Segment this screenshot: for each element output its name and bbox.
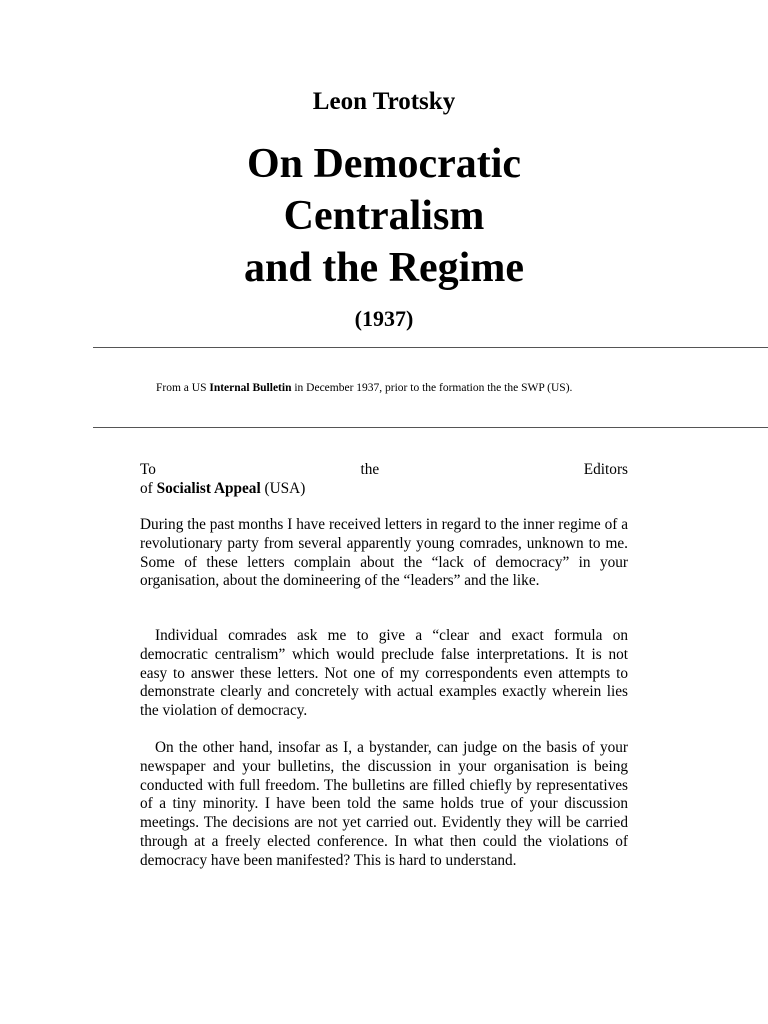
- salutation-line-1: [140, 461, 628, 480]
- document-title: [0, 138, 768, 294]
- source-note-suffix: in December 1937, prior to the formation the the SWP (US).: [291, 382, 573, 394]
- source-note-bulletin: Internal Bulletin: [209, 382, 292, 394]
- bottom-divider: [93, 427, 768, 428]
- paragraph-3: On the other hand, insofar as I, a bystander, can judge on the basis of your newspaper and your bulletins, the discussion in your organisation is being conducted with full freedom. The bulletins are filled chiefly by representatives of a tiny minority. I have been told the same holds true of your discussion meetings. The decisions are not yet carried out. Evidently they will be carried through at a freely elected conference. In what then could the violations of democracy have been manifested? This is hard to understand.: [140, 739, 628, 869]
- paragraph-2: Individual comrades ask me to give a “clear and exact formula on democratic centralism” which would preclude false interpretations. It is not easy to answer these letters. Not one of my correspondents even attempts to demonstrate clearly and concretely with actual examples exactly wherein lies the violation of democracy.: [140, 627, 628, 720]
- document-year: (1937): [354, 306, 414, 331]
- salutation: [140, 461, 628, 499]
- salutation-of: of: [140, 479, 157, 497]
- salutation-to: To: [140, 461, 156, 478]
- author-name: Leon Trotsky: [312, 88, 456, 115]
- title-line-2: Centralism: [283, 193, 485, 239]
- salutation-editors: Editors: [583, 461, 628, 478]
- source-note: [156, 380, 596, 396]
- title-line-1: On Democratic: [246, 141, 522, 187]
- salutation-line-2: [140, 480, 628, 499]
- top-divider: [93, 347, 768, 348]
- salutation-country: (USA): [260, 479, 306, 497]
- title-line-3: and the Regime: [244, 245, 524, 291]
- source-note-prefix: From a US: [156, 382, 210, 394]
- salutation-the: the: [360, 461, 380, 478]
- newspaper-name: Socialist Appeal: [156, 479, 261, 497]
- paragraph-1: During the past months I have received letters in regard to the inner regime of a revolutionary party from several apparently young comrades, unknown to me. Some of these letters complain about the “lack of democracy” in your organisation, about the domineering of the “leaders” and the like.: [140, 516, 628, 590]
